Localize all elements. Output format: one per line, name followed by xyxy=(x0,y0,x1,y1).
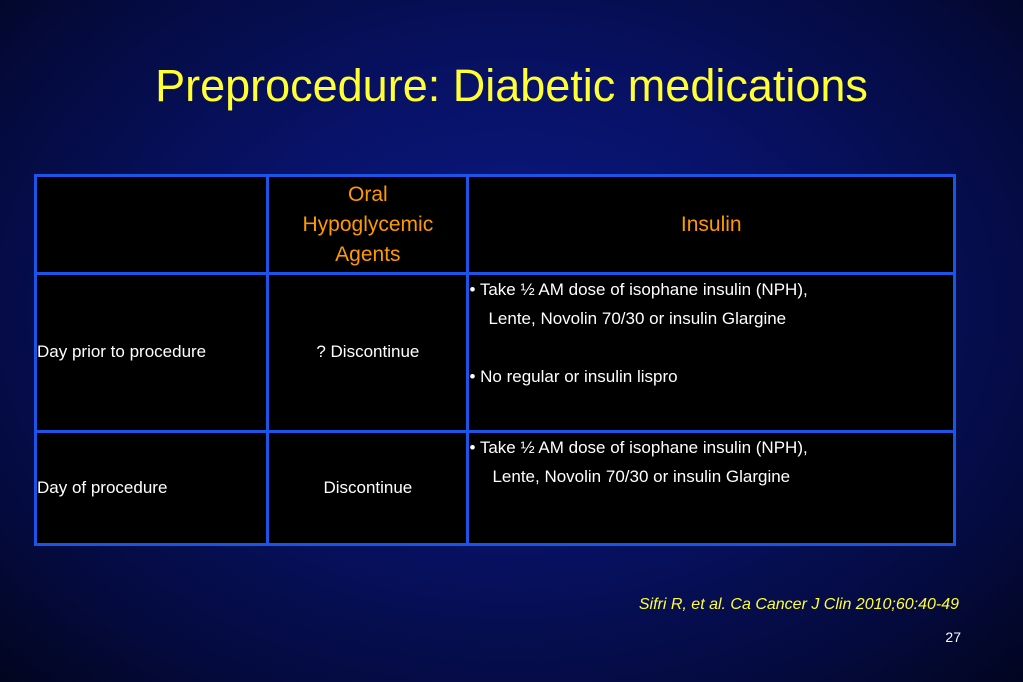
insulin-line: • Take ½ AM dose of isophane insulin (NPH), xyxy=(469,437,808,457)
row-label-day-of: Day of procedure xyxy=(36,431,268,544)
oral-cell-day-of: Discontinue xyxy=(268,431,468,544)
row-label-day-prior: Day prior to procedure xyxy=(36,274,268,431)
insulin-cell-day-of xyxy=(468,431,955,544)
medication-table xyxy=(34,174,956,546)
header-oral-line2: Hypoglycemic xyxy=(302,212,434,236)
insulin-line: • Take ½ AM dose of isophane insulin (NPH), xyxy=(469,280,808,300)
citation: Sifri R, et al. Ca Cancer J Clin 2010;60:40-49 xyxy=(638,596,959,613)
table-row xyxy=(36,431,955,544)
line-gap xyxy=(469,333,953,362)
insulin-cell-day-prior xyxy=(468,274,955,431)
header-oral-line3: Agents xyxy=(335,242,401,266)
header-blank-cell xyxy=(36,176,268,274)
slide-title: Preprocedure: Diabetic medications xyxy=(155,60,868,111)
page-number: 27 xyxy=(945,629,961,645)
insulin-line: Lente, Novolin 70/30 or insulin Glargine xyxy=(492,466,791,486)
table-row xyxy=(36,274,955,431)
insulin-line: Lente, Novolin 70/30 or insulin Glargine xyxy=(488,309,787,329)
insulin-line: • No regular or insulin lispro xyxy=(469,367,678,387)
header-oral-line1: Oral xyxy=(348,182,388,206)
header-insulin: Insulin xyxy=(468,176,955,274)
table-header-row xyxy=(36,176,955,274)
header-oral-agents xyxy=(268,176,468,274)
oral-cell-day-prior: ? Discontinue xyxy=(268,274,468,431)
